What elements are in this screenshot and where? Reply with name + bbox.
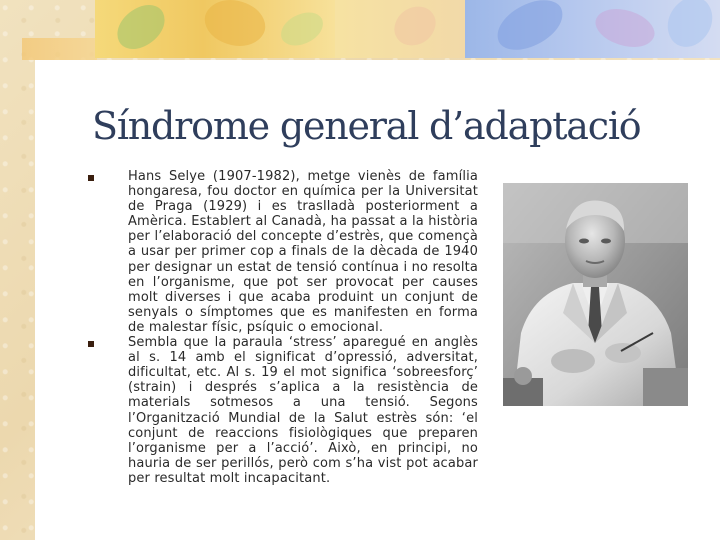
bullet-text: Sembla que la paraula ‘stress’ aparegué en anglès al s. 14 amb el significat d’opressió, adversitat, dificultat, etc. Al s. 19 el mot significa ‘sobreesforç’ (strain) i després s’aplica a la resistència de materials sotmesos a una tensió. Segons l’Organització Mundial de la Salut estrès són: ‘el conjunt de reaccions fisiològiques que preparen l’organisme per a l’acció’. Això, en principi, no hauria de ser perillós, però com s’ha vist pot acabar per resultat molt incapacitant. bbox=[128, 335, 478, 486]
bullet-text: Hans Selye (1907-1982), metge vienès de família hongaresa, fou doctor en química per la Universitat de Praga (1929) i es traslladà posteriorment a Amèrica. Establert al Canadà, ha passat a la història per l’elaboració del concepte d’estrès, que començà a usar per primer cop a finals de la dècada de 1940 per designar un estat de tensió contínua i no resolta en l’organisme, que pot ser provocat per causes molt diverses i que acaba produint un conjunt de senyals o símptomes que es manifesten en forma de malestar físic, psíquic o emocional. bbox=[128, 169, 478, 335]
bullet-list bbox=[86, 169, 478, 486]
square-bullet-icon bbox=[88, 175, 94, 181]
decorative-banner-left bbox=[22, 38, 97, 60]
bullet-item bbox=[86, 335, 478, 486]
bullet-item bbox=[86, 169, 478, 335]
portrait-photo bbox=[503, 183, 688, 406]
decorative-banner bbox=[95, 0, 720, 58]
slide-title: Síndrome general d’adaptació bbox=[92, 104, 641, 148]
square-bullet-icon bbox=[88, 341, 94, 347]
